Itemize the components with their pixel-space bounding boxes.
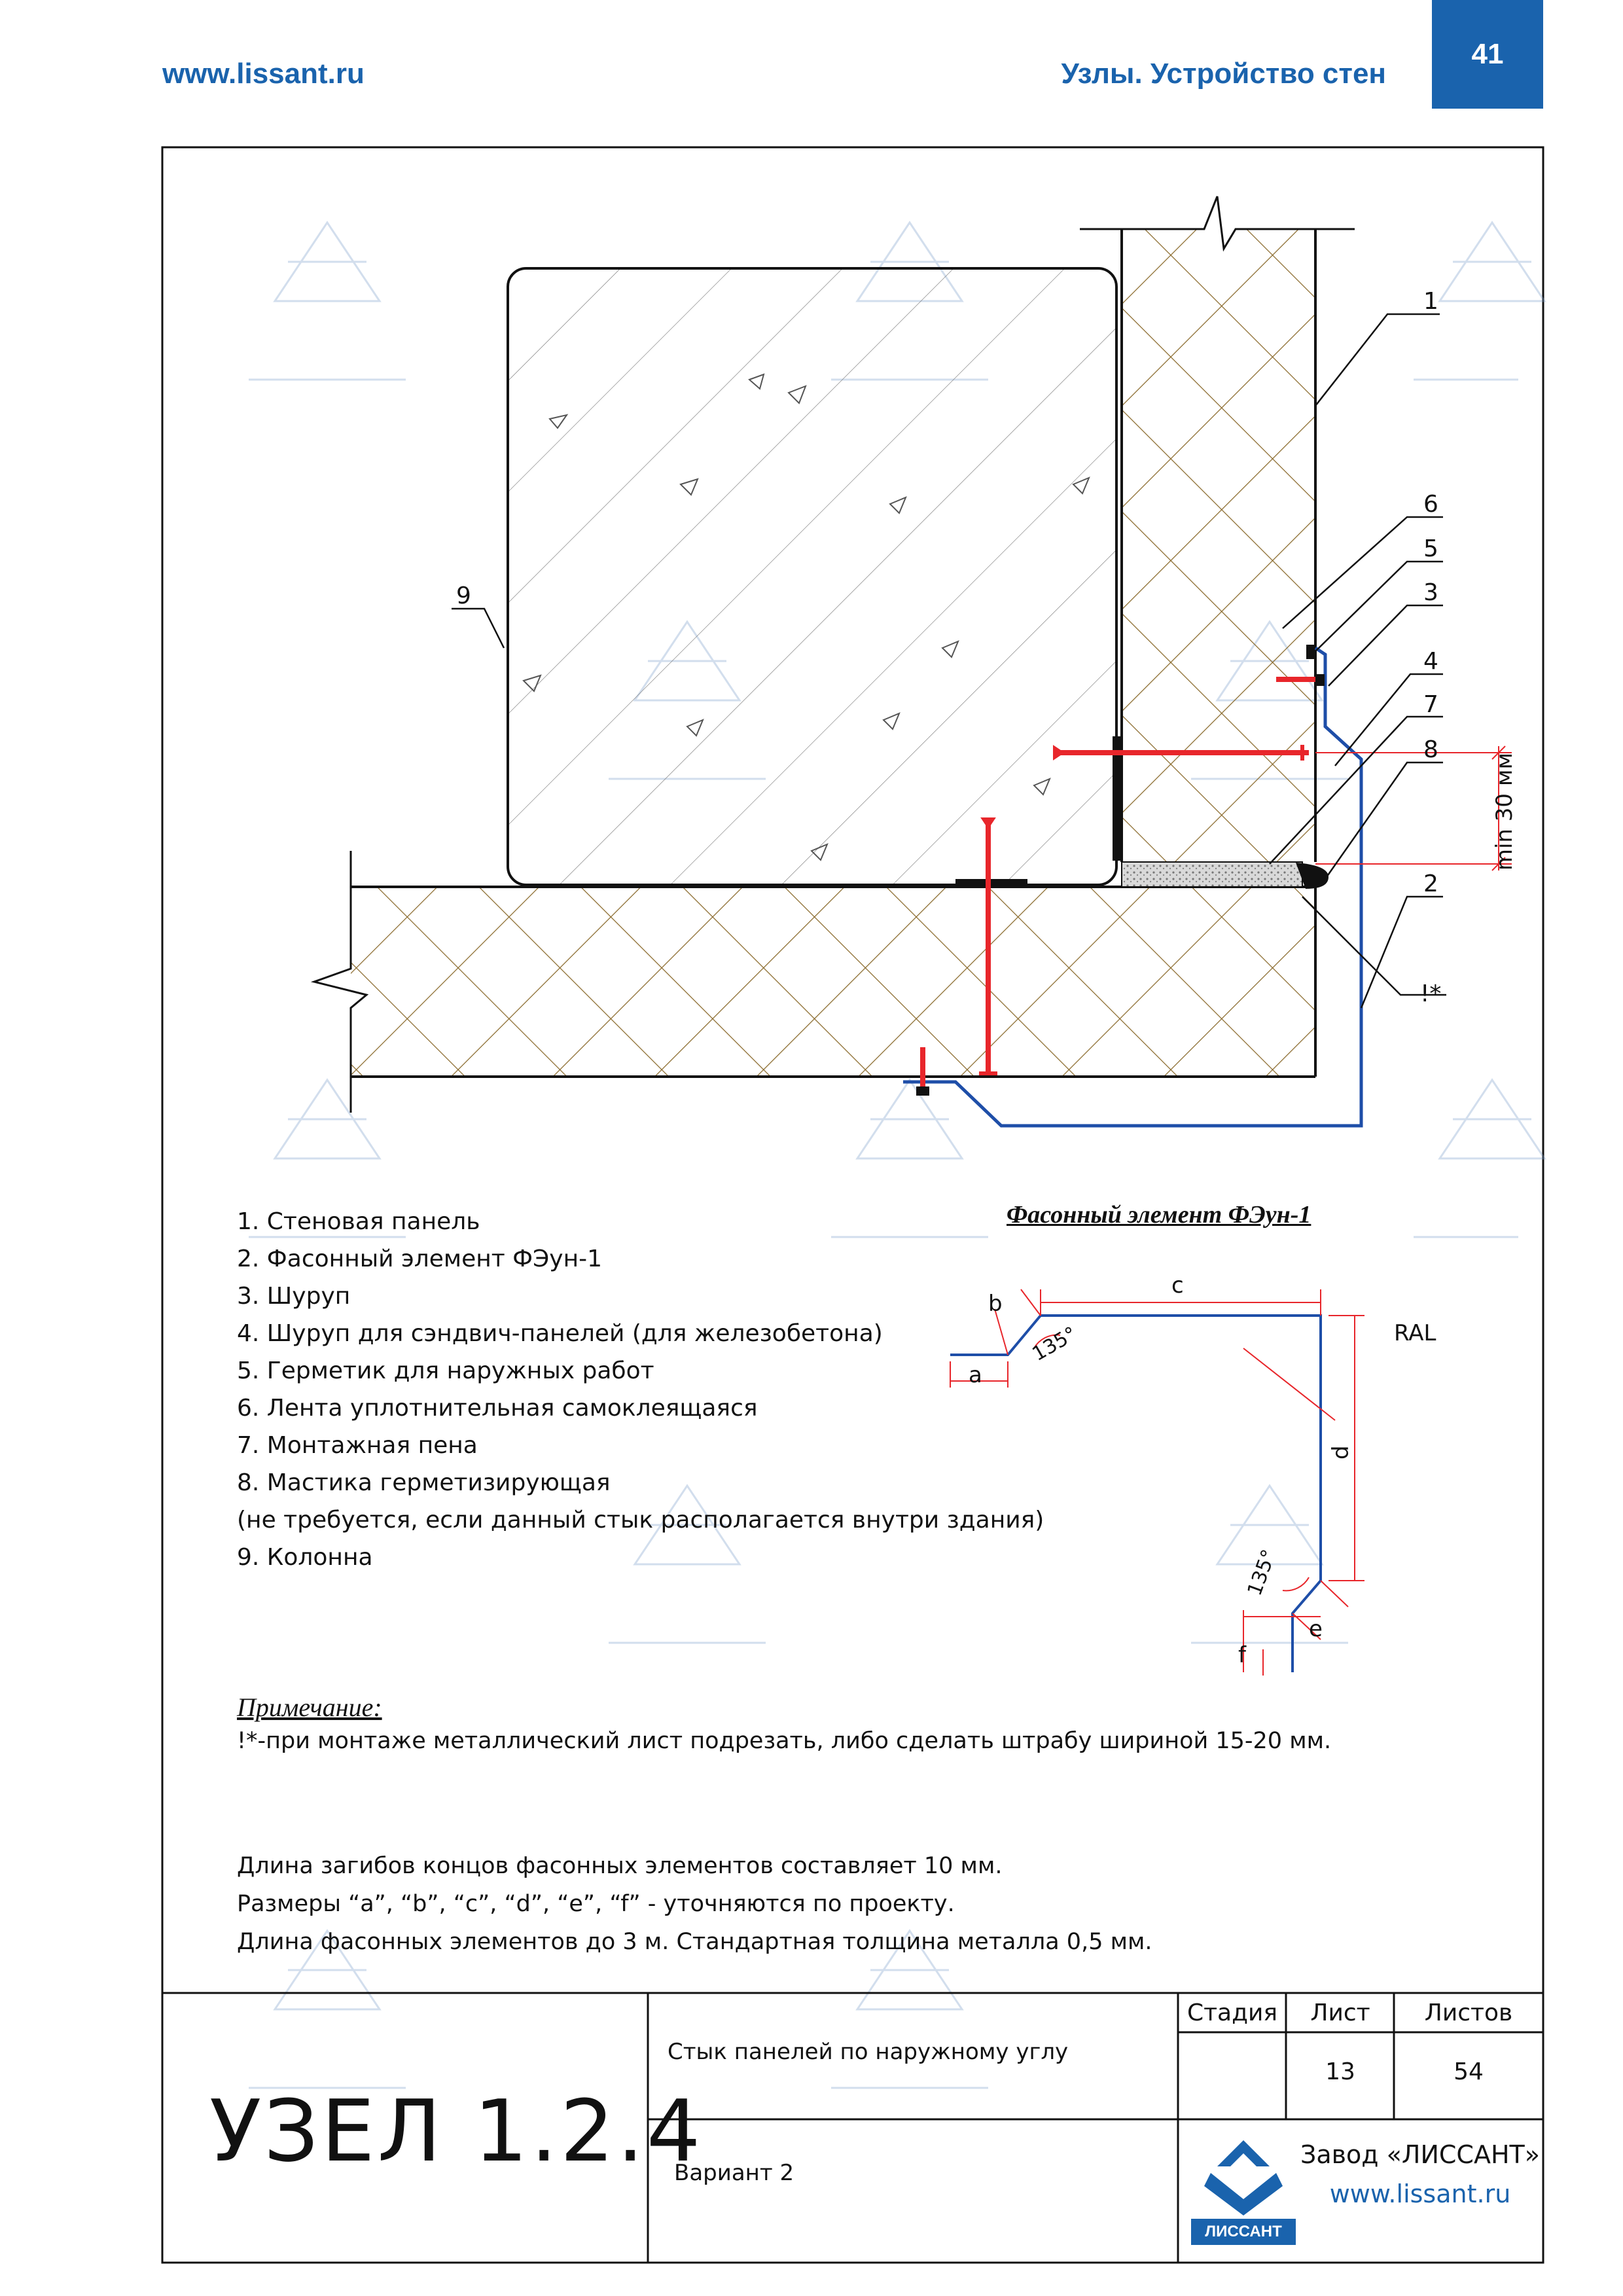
legend-item: 8. Мастика герметизирующая: [237, 1469, 611, 1496]
detail-label-f: f: [1238, 1642, 1246, 1668]
logo-text: ЛИССАНТ: [1205, 2223, 1282, 2240]
legend-list: [237, 1203, 1044, 1576]
info-line: Длина загибов концов фасонных элементов составляет 10 мм.: [237, 1853, 1003, 1879]
sealing-tape: [955, 879, 1027, 887]
site-url[interactable]: www.lissant.ru: [162, 58, 365, 90]
sheets-value: 54: [1454, 2058, 1484, 2085]
dimension-label: min 30 мм: [1491, 752, 1518, 871]
node-title: УЗЕЛ 1.2.4: [209, 2081, 704, 2181]
column-concrete: [508, 268, 1116, 885]
node-variant: Вариант 2: [674, 2160, 794, 2186]
callout-2: 2: [1423, 870, 1438, 897]
info-lines: [237, 1847, 1152, 1961]
company-name: Завод «ЛИССАНТ»: [1300, 2140, 1540, 2169]
legend-item: 5. Герметик для наружных работ: [237, 1357, 654, 1384]
callout-9: 9: [456, 583, 471, 609]
info-line: Размеры “a”, “b”, “c”, “d”, “e”, “f” - уточняются по проекту.: [237, 1891, 955, 1917]
sealant-dot: [1306, 645, 1315, 659]
callout-6: 6: [1423, 491, 1438, 518]
detail-label-angle-1: 135°: [1028, 1322, 1081, 1366]
callout-excl: !*: [1420, 980, 1442, 1007]
note-heading: Примечание:: [237, 1693, 382, 1722]
company-website[interactable]: www.lissant.ru: [1329, 2179, 1511, 2208]
callout-1: 1: [1423, 288, 1438, 315]
callout-5: 5: [1423, 535, 1438, 562]
legend-item: 6. Лента уплотнительная самоклеящаяся: [237, 1395, 758, 1422]
legend-item: (не требуется, если данный стык располагается внутри здания): [237, 1507, 1044, 1534]
horizontal-sandwich-panel: [314, 851, 1315, 1113]
detail-label-d: d: [1328, 1445, 1354, 1460]
legend-item: 2. Фасонный элемент ФЭун-1: [237, 1246, 603, 1272]
legend-item: 4. Шуруп для сэндвич-панелей (для железобетона): [237, 1320, 883, 1347]
detail-label-b: b: [988, 1291, 1003, 1317]
page-number: 41: [1471, 38, 1504, 70]
sheets-header: Листов: [1424, 2000, 1513, 2026]
detail-label-c: c: [1171, 1272, 1184, 1299]
legend-item: 3. Шуруп: [237, 1283, 351, 1310]
sheet-header: Лист: [1310, 2000, 1370, 2026]
detail-label-ral: RAL: [1394, 1320, 1436, 1346]
callout-7: 7: [1423, 691, 1438, 718]
info-line: Длина фасонных элементов до 3 м. Стандартная толщина металла 0,5 мм.: [237, 1929, 1152, 1955]
node-description: Стык панелей по наружному углу: [668, 2039, 1069, 2065]
section-title: Узлы. Устройство стен: [1061, 58, 1386, 90]
callout-3: 3: [1423, 579, 1438, 606]
legend-item: 7. Монтажная пена: [237, 1432, 478, 1459]
company-logo: [1185, 2127, 1302, 2251]
callout-4: 4: [1423, 648, 1438, 675]
detail-label-a: a: [969, 1362, 982, 1388]
detail-label-angle-2: 135°: [1243, 1546, 1281, 1599]
stage-header: Стадия: [1186, 2000, 1278, 2026]
legend-item: 1. Стеновая панель: [237, 1208, 480, 1235]
callout-8: 8: [1423, 736, 1438, 763]
detail-label-e: e: [1309, 1616, 1323, 1642]
note-text: !*-при монтаже металлический лист подрезать, либо сделать штрабу шириной 15-20 мм.: [237, 1728, 1332, 1754]
legend-item: 9. Колонна: [237, 1544, 373, 1571]
mounting-foam: [1122, 862, 1302, 887]
sheet-value: 13: [1325, 2058, 1355, 2085]
element-detail-title: Фасонный элемент ФЭун-1: [1007, 1201, 1311, 1229]
